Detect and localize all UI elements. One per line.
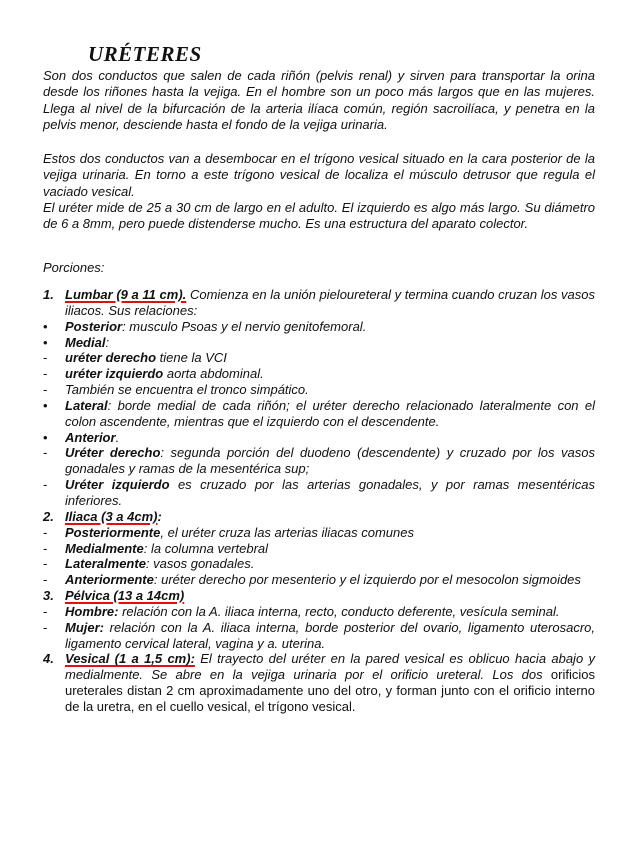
intro-paragraph: Son dos conductos que salen de cada riñón (pelvis renal) y sirven para transportar la orina desde los riñones hasta la vejiga. En el hombre son un poco más largos que en las mujeres. Llega al nivel de la bifurcación de la arteria ilíaca común, región sacroilíaca, y penetra en la pelvis menor, desciende hasta el fondo de la vejiga urinaria.	[43, 68, 595, 133]
list-item: - Mujer: relación con la A. iliaca interna, borde posterior del ovario, ligamento uterosacro, ligamento cervical lateral, vagina y a. uterina.	[43, 619, 595, 651]
list-item: - Uréter izquierdo es cruzado por las arterias gonadales, y por ramas mesentéricas inferiores.	[43, 477, 595, 508]
list-item: - uréter izquierdo aorta abdominal.	[43, 366, 264, 382]
list-item: • Lateral: borde medial de cada riñón; el uréter derecho relacionado lateralmente con el colon ascendente, mientras que el izquierdo con el descendente.	[43, 397, 595, 429]
porciones-list	[43, 287, 595, 715]
trigono-paragraph: Estos dos conductos van a desembocar en el trígono vesical situado en la cara posterior de la vejiga urinaria. En torno a este trígono vesical de localiza el músculo detrusor que regula el vaciado vesical.	[43, 151, 595, 199]
list-item: 3. Pélvica (13 a 14cm)	[43, 588, 185, 604]
dimensions-paragraph: El uréter mide de 25 a 30 cm de largo en el adulto. El izquierdo es algo más largo. Su diámetro de 6 a 8mm, pero puede distenderse mucho. Es una estructura del aparato colector.	[43, 200, 595, 232]
page-title: URÉTERES	[88, 42, 202, 66]
list-item: - También se encuentra el tronco simpático.	[43, 382, 309, 398]
list-item: - Hombre: relación con la A. iliaca interna, recto, conducto deferente, vesícula seminal.	[43, 603, 560, 619]
list-item: - uréter derecho tiene la VCI	[43, 350, 227, 366]
list-item: - Medialmente: la columna vertebral	[43, 540, 269, 556]
list-item: - Posteriormente, el uréter cruza las arterias iliacas comunes	[43, 524, 414, 540]
list-item: 4. Vesical (1 a 1,5 cm): El trayecto del uréter en la pared vesical es oblicuo hacia abajo y medialmente. Se abre en la vejiga urinaria por el orificio ureteral. Los dos orificios ureterales distan 2 cm aproximadamente uno del otro, y forman junto con el orificio interno de la uretra, en el cuello vesical, el trígono vesical.	[43, 651, 595, 714]
list-item: • Posterior: musculo Psoas y el nervio genitofemoral.	[43, 318, 367, 334]
list-item: - Uréter derecho: segunda porción del duodeno (descendente) y cruzado por los vasos gonadales y ramas de la mesentérica sup;	[43, 445, 595, 477]
list-item: • Medial:	[43, 334, 110, 350]
list-item: 1. Lumbar (9 a 11 cm). Comienza en la unión pieloureteral y termina cuando cruzan los vasos iliacos. Sus relaciones:	[43, 287, 596, 318]
list-item: 2. Iliaca (3 a 4cm):	[43, 508, 162, 524]
list-item: • Anterior.	[43, 429, 120, 445]
list-item: - Anteriormente: uréter derecho por mesenterio y el izquierdo por el mesocolon sigmoides	[43, 572, 581, 588]
list-item: - Lateralmente: vasos gonadales.	[43, 556, 255, 572]
porciones-heading: Porciones:	[43, 260, 105, 275]
